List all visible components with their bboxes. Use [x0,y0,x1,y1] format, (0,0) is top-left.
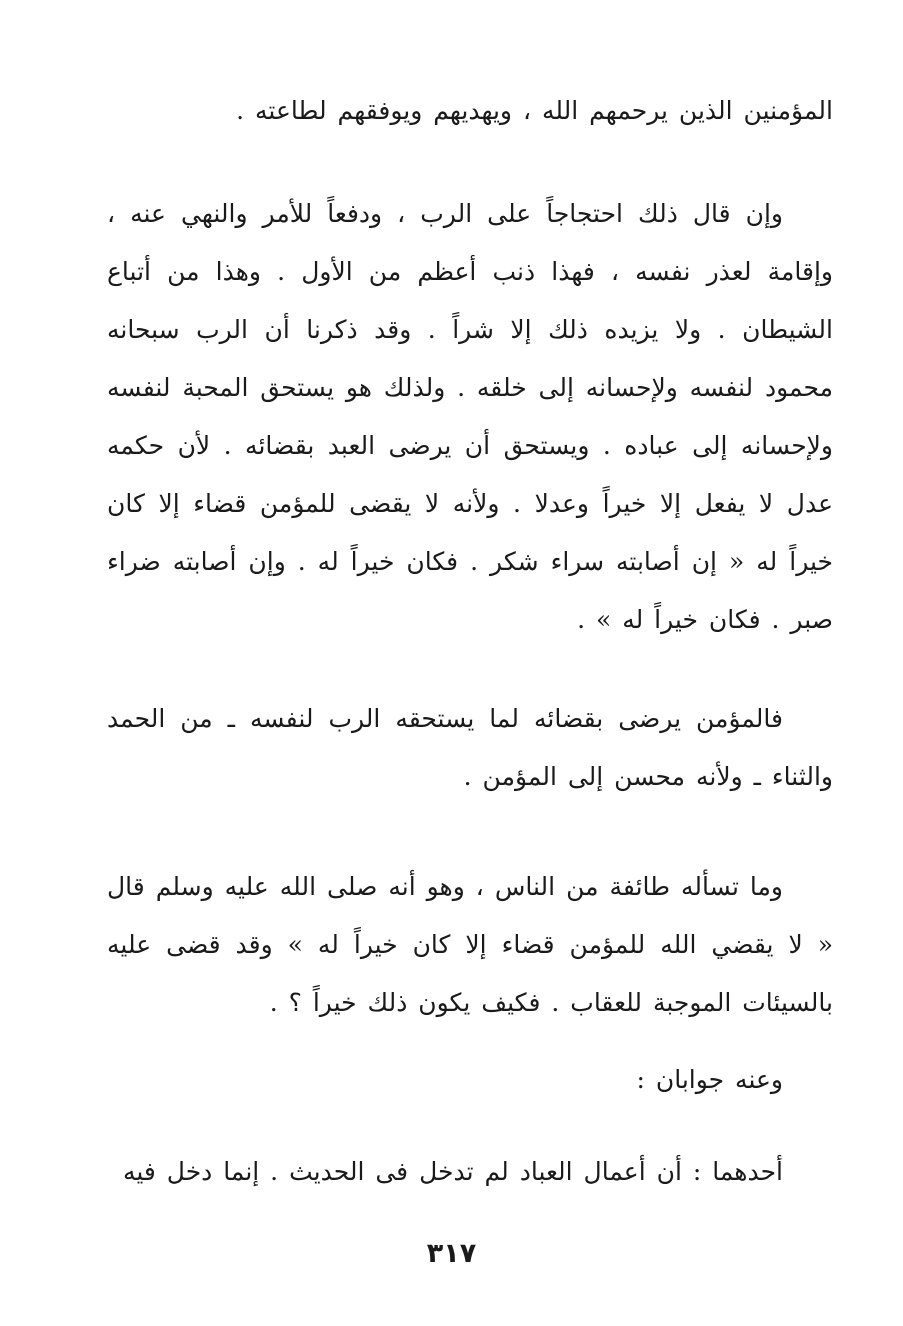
intro-line-text: المؤمنين الذين يرحمهم الله ، ويهديهم ويوفقهم لطاعته . [236,96,833,125]
paragraph-text: فالمؤمن يرضى بقضائه لما يستحقه الرب لنفسه ـ من الحمد والثناء ـ ولأنه محسن إلى المؤمن . [107,704,833,791]
continuation-line [107,82,833,140]
paragraph-text: وإن قال ذلك احتجاجاً على الرب ، ودفعاً للأمر والنهي عنه ، وإقامة لعذر نفسه ، فهذا ذنب أعظم من الأول . وهذا من أتباع الشيطان . ولا يزيده ذلك إلا شراً . وقد ذكرنا أن الرب سبحانه محمود لنفسه ولإحسانه إلى خلقه . ولذلك هو يستحق المحبة لنفسه ولإحسانه إلى عباده . ويستحق أن يرضى العبد بقضائه . لأن حكمه عدل لا يفعل إلا خيراً وعدلا . ولأنه لا يقضى للمؤمن قضاء إلا كان خيراً له « إن أصابته سراء شكر . فكان خيراً له . وإن أصابته ضراء صبر . فكان خيراً له » . [107,199,833,634]
paragraph-text: وما تسأله طائفة من الناس ، وهو أنه صلى الله عليه وسلم قال « لا يقضي الله للمؤمن قضاء إلا كان خيراً له » وقد قضى عليه بالسيئات الموجبة للعقاب . فكيف يكون ذلك خيراً ؟ . [107,872,833,1017]
paragraph-believer-contentment [107,690,833,806]
page-number: ٣١٧ [426,1238,477,1269]
paragraph-text: وعنه جوابان : [636,1065,783,1094]
paragraph-text: أحدهما : أن أعمال العباد لم تدخل فى الحديث . إنما دخل فيه [122,1157,783,1186]
paragraph-first-answer [107,1143,833,1201]
paragraph-answers-intro [107,1051,833,1109]
paragraph-question [107,858,833,1032]
paragraph-objection-argument [107,185,833,649]
